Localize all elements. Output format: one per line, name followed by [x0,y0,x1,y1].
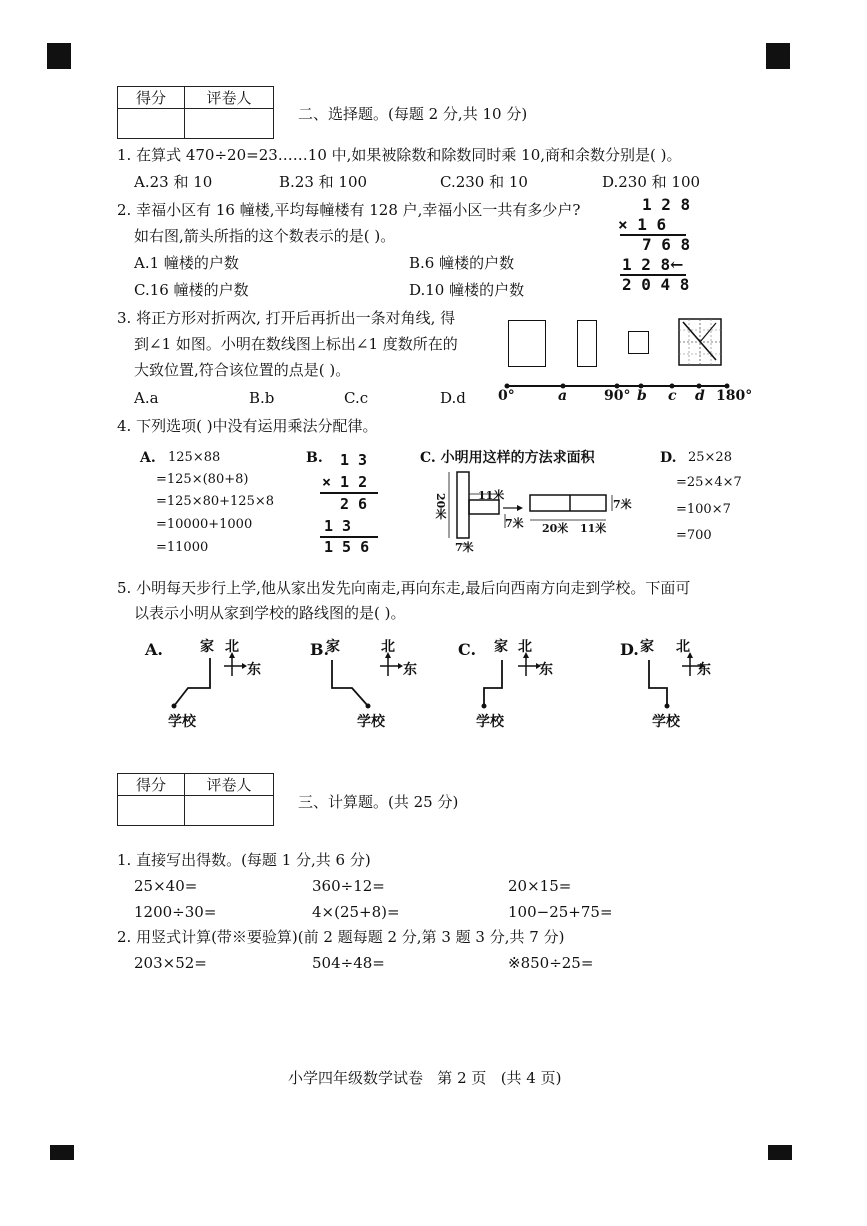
option-a-line: =10000+1000 [156,517,253,532]
option-a[interactable]: A.1 幢楼的户数 [134,254,239,272]
option-c[interactable]: C.230 和 10 [440,173,528,191]
option-a-line: =125×(80+8) [156,472,249,487]
option-d-line: 25×28 [688,450,732,465]
option-a[interactable]: A. [145,640,163,659]
calc-line: 7 6 8 [642,235,691,254]
calc-line: 1 3 [340,451,368,469]
north-label: 北 [225,639,239,655]
question-5-line2: 以表示小明从家到学校的路线图的是( )。 [134,604,406,622]
number-line-label: 0° [498,388,515,404]
grader-label: 评卷人 [185,87,274,109]
corner-mark-top-left [47,43,71,69]
north-label: 北 [381,639,395,655]
option-a[interactable]: A.23 和 10 [134,173,213,191]
calc-item[interactable]: 25×40= [134,877,198,895]
option-b[interactable]: B.6 幢楼的户数 [409,254,515,272]
calc-item[interactable]: 504÷48= [312,954,385,972]
home-label: 家 [640,639,654,655]
score-box [117,86,274,139]
question-5-line1: 5. 小明每天步行上学,他从家出发先向南走,再向东走,最后向西南方向走到学校。下面可 [117,579,691,597]
question-2-line2: 如右图,箭头所指的这个数表示的是( )。 [134,227,396,245]
dimension-label: 20米 [542,522,569,535]
east-label: 东 [697,662,711,678]
calc-item[interactable]: 4×(25+8)= [312,903,400,921]
calc-item[interactable]: 20×15= [508,877,572,895]
route-diagram-b [320,650,410,712]
number-line-label: d [695,388,705,404]
option-c[interactable]: C. [458,640,477,659]
north-label: 北 [518,639,532,655]
east-label: 东 [403,662,417,678]
dimension-label: 11米 [580,522,607,535]
question-2-line1: 2. 幸福小区有 16 幢楼,平均每幢楼有 128 户,幸福小区一共有多少户? [117,201,581,219]
question-3-line2: 到∠1 如图。小明在数线图上标出∠1 度数所在的 [134,335,458,353]
north-label: 北 [676,639,690,655]
folding-square-3 [628,331,649,354]
option-a[interactable]: A. [140,450,156,466]
option-d[interactable]: D. [620,640,639,659]
calc-question-2: 2. 用竖式计算(带※要验算)(前 2 题每题 2 分,第 3 题 3 分,共 7 分) [117,928,565,946]
route-diagram-d [635,650,725,712]
number-line-label: 180° [716,388,753,404]
option-d[interactable]: D.230 和 100 [602,173,701,191]
school-label: 学校 [476,714,504,730]
corner-mark-top-right [766,43,790,69]
calc-item[interactable]: 203×52= [134,954,207,972]
option-d-line: =25×4×7 [676,475,742,490]
home-label: 家 [326,639,340,655]
calc-item[interactable]: 1200÷30= [134,903,217,921]
option-a-line: =125×80+125×8 [156,494,275,509]
vertical-multiplication-13x12 [310,450,380,555]
home-label: 家 [494,639,508,655]
option-b[interactable]: B. [306,450,323,466]
option-b[interactable]: B.b [249,389,275,407]
page-footer: 小学四年级数学试卷 第 2 页 (共 4 页) [288,1069,562,1087]
option-a-line: 125×88 [168,450,221,465]
option-d[interactable]: D. [660,450,677,466]
section-title: 三、计算题。(共 25 分) [298,793,459,811]
score-label: 得分 [118,774,185,796]
score-box [117,773,274,826]
number-line-label: a [558,388,568,404]
calc-line: 1 2 8 [642,195,691,214]
vertical-multiplication [612,195,692,300]
school-label: 学校 [652,714,680,730]
calc-item[interactable]: 360÷12= [312,877,385,895]
option-d[interactable]: D.d [440,389,466,407]
calc-item[interactable]: 100−25+75= [508,903,613,921]
calc-line: 1 3 [324,517,352,535]
school-label: 学校 [357,714,385,730]
option-d-line: =700 [676,528,712,543]
score-cell[interactable] [118,109,185,139]
folding-square-1 [508,320,546,367]
number-line-label: c [668,388,677,404]
number-line-label: 90° [604,388,631,404]
grader-label: 评卷人 [185,774,274,796]
calc-line: 1 2 8 [622,255,671,274]
east-label: 东 [247,662,261,678]
calc-line: × 1 2 [322,473,368,491]
corner-mark-bottom-left [50,1145,74,1160]
calc-line: 2 0 4 8 [622,275,690,294]
section-title: 二、选择题。(每题 2 分,共 10 分) [298,105,528,123]
question-3-line3: 大致位置,符合该位置的点是( )。 [134,361,351,379]
route-diagram-a [170,650,250,712]
option-d-line: =100×7 [676,502,731,517]
number-line-label: b [637,388,647,404]
option-a[interactable]: A.a [134,389,159,407]
home-label: 家 [200,639,214,655]
score-cell[interactable] [118,796,185,826]
folding-square-2 [577,320,597,367]
dimension-label: 7米 [505,517,524,530]
question-1: 1. 在算式 470÷20=23……10 中,如果被除数和除数同时乘 10,商和余数分别是( )。 [117,146,682,164]
option-c[interactable]: C.16 幢楼的户数 [134,281,249,299]
option-b[interactable]: B. [310,640,330,659]
dimension-label: 7米 [613,498,632,511]
option-c[interactable]: C.c [344,389,369,407]
calc-line: 1 5 6 [324,538,370,556]
question-3-line1: 3. 将正方形对折两次, 打开后再折出一条对角线, 得 [117,309,456,327]
calc-question-1: 1. 直接写出得数。(每题 1 分,共 6 分) [117,851,371,869]
calc-line: × 1 6 [618,215,667,234]
school-label: 学校 [168,714,196,730]
grader-cell[interactable] [185,109,274,139]
arrow-icon: ← [670,255,684,274]
dimension-label: 7米 [455,541,474,554]
folded-square-angle-figure [678,318,722,366]
dimension-label: 11米 [478,489,505,502]
grader-cell[interactable] [185,796,274,826]
east-label: 东 [539,662,553,678]
option-a-line: =11000 [156,540,209,555]
corner-mark-bottom-right [768,1145,792,1160]
option-b[interactable]: B.23 和 100 [279,173,368,191]
dimension-label: 20米 [434,493,447,520]
score-label: 得分 [118,87,185,109]
question-4: 4. 下列选项( )中没有运用乘法分配律。 [117,417,378,435]
calc-line: 2 6 [340,495,368,513]
option-c[interactable]: C. 小明用这样的方法求面积 [420,450,595,466]
option-d[interactable]: D.10 幢楼的户数 [409,281,525,299]
calc-item[interactable]: ※850÷25= [508,954,594,972]
